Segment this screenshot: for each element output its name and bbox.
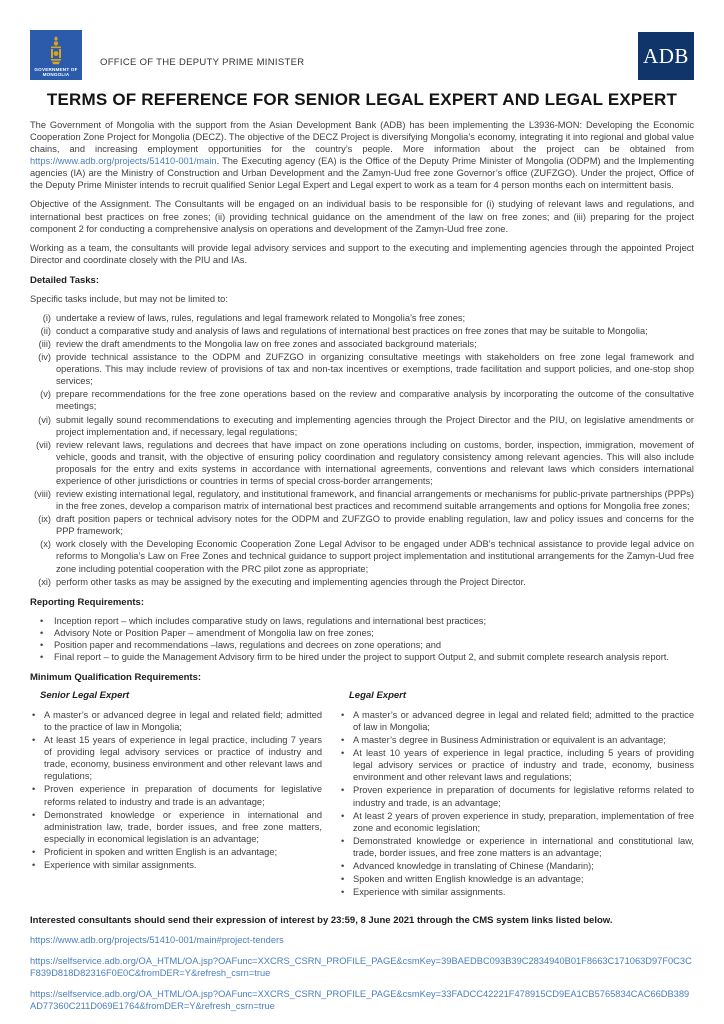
task-number: (viii)	[33, 489, 51, 500]
list-item	[339, 734, 694, 746]
bullet-text: • Experience with similar assignments.	[44, 859, 197, 870]
task-text: prepare recommendations for the free zone operations based on the review and comparative analysis by incorporating the outcome of the consultative meetings;	[56, 389, 694, 412]
task-number: (xi)	[38, 576, 51, 587]
task-number: (ii)	[40, 326, 51, 337]
document-header	[30, 30, 694, 82]
task-number: (i)	[42, 312, 51, 323]
page-title: TERMS OF REFERENCE FOR SENIOR LEGAL EXPERT AND LEGAL EXPERT	[46, 90, 678, 109]
bullet-text: • Proven experience in preparation of documents for legislative reforms related to industry and trade, is an advantage;	[353, 785, 694, 808]
reporting-requirements-heading: Reporting Requirements:	[30, 596, 145, 608]
tasks-intro: Specific tasks include, but may not be limited to:	[30, 293, 228, 304]
task-number: (ix)	[38, 514, 51, 525]
detailed-tasks-heading: Detailed Tasks:	[30, 274, 99, 286]
gov-logo-caption-line2: MONGOLIA	[42, 72, 70, 78]
task-text: review relevant laws, regulations and decrees that have impact on zone operations including on customs, border, inspection, immigration, movement of vehicle, goods and transit, with the objective of ensuring policy coordination and regulatory consistency among relevant agencies. This will also include proposals for the entry and exits systems in accordance with international agreements, conventions and relevant laws which considers international experience of other jurisdictions or countries in terms of special cross-border arrangements;	[56, 439, 694, 486]
task-text: provide technical assistance to the ODPM and ZUFZGO in organizing consultative meetings with stakeholders on free zone legal framework and operations. This may include review of provisions of tax and non-tax incentives or exemptions, trade facilitation and support policies, and one-stop shop services;	[56, 352, 694, 387]
bullet-text: • At least 10 years of experience in legal practice, including 5 years of providing legal advisory services or practice of industry and trade, economy, business environment and other relevant laws and regulations;	[353, 748, 694, 783]
list-item	[30, 809, 322, 845]
task-item	[30, 414, 694, 438]
list-item	[30, 627, 694, 639]
task-number: (iii)	[38, 339, 51, 350]
task-number: (x)	[40, 539, 51, 550]
list-item	[30, 859, 322, 871]
submission-notice: Interested consultants should send their expression of interest by 23:59, 8 June 2021 through the CMS system links listed below.	[30, 915, 613, 927]
list-item	[30, 615, 694, 627]
project-info-link[interactable]: https://www.adb.org/projects/51410-001/main	[30, 156, 217, 167]
task-text: review existing international legal, regulatory, and institutional framework, and financial arrangements or mechanisms for public-private partnerships (PPPs) in the free zones, develop a comparison matrix of international best practices and recommend suitable arrangements and options for Mongolia free zones;	[56, 489, 694, 512]
adb-logo	[638, 32, 694, 80]
task-text: work closely with the Developing Economic Cooperation Zone Legal Advisor to be engaged under ADB’s technical assistance to provide legal advice on reforms to Mongolia’s Law on Free Zones and technical guidance to support project implementation and institutional arrangements for the Zamyn-Uud free zone including potential cooperation with the PRC pilot zone as appropriate;	[56, 539, 694, 574]
task-item	[30, 325, 694, 337]
bullet-text: • Demonstrated knowledge or experience in international and constitutional law, trade, border issues, and free zone matters is an advantage;	[353, 835, 694, 858]
task-item	[30, 576, 694, 588]
task-text: perform other tasks as may be assigned by the executing and implementing agencies through the Project Director.	[56, 576, 526, 587]
list-item	[339, 810, 694, 834]
list-item	[30, 709, 322, 733]
government-of-mongolia-logo	[30, 30, 82, 80]
task-text: submit legally sound recommendations to executing and implementing agencies through the Project Director and the PIU, on legislative amendments or project implementation and, if necessary, legal regulations;	[56, 414, 694, 437]
bullet-text: • A master’s or advanced degree in legal and related field; admitted to the practice of law in Mongolia;	[44, 709, 322, 733]
list-item	[339, 886, 694, 898]
task-item	[30, 488, 694, 512]
office-label: OFFICE OF THE DEPUTY PRIME MINISTER	[100, 57, 305, 68]
list-item	[30, 783, 322, 807]
task-number: (vi)	[38, 414, 51, 425]
bullet-text: • Inception report – which includes comparative study on laws, regulations and international best practices;	[54, 615, 487, 626]
bullet-text: • Proven experience in preparation of documents for legislative reforms related to industry and trade is an advantage;	[44, 784, 322, 807]
task-item	[30, 439, 694, 487]
bullet-text: • Demonstrated knowledge or experience in international and administration law, trade, border issues, and free zone matters, especially in economical legislation is an advantage;	[44, 809, 322, 844]
reporting-list	[30, 615, 694, 663]
teamwork-paragraph: Working as a team, the consultants will provide legal advisory services and support to the executing and implementing agencies through the appointed Project Director and coordinate closely with the PIU and IAs.	[30, 242, 694, 265]
list-item	[339, 873, 694, 885]
task-text: conduct a comparative study and analysis of laws and regulations of international best practices on free zones that may be suitable to Mongolia;	[56, 326, 648, 337]
adb-logo-text: ADB	[643, 43, 689, 68]
list-item	[30, 639, 694, 651]
list-item	[339, 784, 694, 808]
list-item	[339, 709, 694, 733]
intro-paragraph-1-text-before: The Government of Mongolia with the support from the Asian Development Bank (ADB) has been implementing the L3936-MON: Developing the Economic Cooperation Zone Project for Mongolia (DECZ). The objective of the DECZ Project is diversifying Mongolia’s economy, integrating it into regional and global value chains, and increasing employment opportunities for the country’s people. More information about the project can be obtained from	[30, 120, 694, 155]
senior-legal-expert-title: Senior Legal Expert	[40, 689, 130, 701]
task-text: review the draft amendments to the Mongolia law on free zones and associated background materials;	[56, 339, 477, 350]
objective-paragraph: Objective of the Assignment. The Consultants will be engaged on an individual basis to be responsible for (i) studying of relevant laws and regulations, and international best practices on free zones; (ii) providing technical guidance on the amendment of the law on free zones; and (iii) preparing for the project component 2 for conducting a comprehensive analysis on operations and development of the Zamyn-Uud free zone.	[30, 199, 694, 234]
task-item	[30, 513, 694, 537]
task-item	[30, 538, 694, 574]
task-list	[30, 312, 694, 588]
gov-logo-caption-line1: GOVERNMENT OF	[34, 66, 78, 72]
task-item	[30, 338, 694, 350]
bullet-text: • Advanced knowledge in translating of Chinese (Mandarin);	[353, 860, 594, 871]
list-item	[339, 860, 694, 872]
qualification-columns	[30, 690, 694, 899]
cms-profile-link-1[interactable]: https://selfservice.adb.org/OA_HTML/OA.jsp?OAFunc=XXCRS_CSRN_PROFILE_PAGE&csmKey=39BAEDBC093B39C2834940B01F8663C171063D97F0C3CF839D818D82316F0E0C&fromDER=Y&refresh_csrn=true	[30, 955, 692, 979]
task-text: draft position papers or technical advisory notes for the ODPM and ZUFZGO to provide enabling regulation, law and policy issues and concerns for the PPP framework;	[56, 514, 694, 537]
list-item	[30, 734, 322, 782]
senior-legal-expert-column	[30, 690, 322, 899]
legal-expert-title: Legal Expert	[349, 689, 407, 701]
intro-paragraph-1-text-after: . The Executing agency (EA) is the Office of the Deputy Prime Minister of Mongolia (ODPM) and the Implementing agencies (IA) are the Ministry of Construction and Urban Development and the Zamyn-Uud free zone Governor’s office (ZUFZGO). Under the project, Office of the Deputy Prime Minister intends to recruit qualified Senior Legal Expert and Legal expert to work as a team for 4 person months each on intermittent basis.	[30, 156, 694, 191]
bullet-text: • At least 2 years of proven experience in study, preparation, implementation of free zone and economic legislation;	[353, 810, 694, 833]
task-item	[30, 312, 694, 324]
soyombo-icon	[48, 36, 64, 66]
bullet-text: • Experience with similar assignments.	[353, 887, 506, 898]
task-number: (v)	[40, 389, 51, 400]
list-item	[30, 846, 322, 858]
project-tenders-link[interactable]: https://www.adb.org/projects/51410-001/main#project-tenders	[30, 935, 284, 946]
bullet-text: • A master’s degree in Business Administration or equivalent is an advantage;	[353, 735, 666, 746]
task-number: (iv)	[38, 352, 51, 363]
bullet-text: • Proficient in spoken and written English is an advantage;	[44, 846, 278, 857]
bullet-text: • A master’s or advanced degree in legal and related field; admitted to the practice of law in Mongolia;	[353, 709, 694, 733]
list-item	[339, 747, 694, 783]
bullet-text: • Final report – to guide the Management Advisory firm to be hired under the project to support Output 2, and submit complete research analysis report.	[54, 651, 669, 662]
list-item	[339, 835, 694, 859]
task-text: undertake a review of laws, rules, regulations and legal framework related to Mongolia’s free zones;	[56, 312, 466, 323]
cms-profile-link-2[interactable]: https://selfservice.adb.org/OA_HTML/OA.jsp?OAFunc=XXCRS_CSRN_PROFILE_PAGE&csmKey=33FADCC42221F478915CD9EA1CB5765834CAC66DB389AD77360C211D069E1764&fromDER=Y&refresh_csrn=true	[30, 988, 690, 1012]
government-header-block	[30, 30, 694, 80]
legal-expert-column	[339, 690, 694, 899]
task-item	[30, 388, 694, 412]
minimum-qualification-heading: Minimum Qualification Requirements:	[30, 671, 202, 683]
intro-paragraph-1	[30, 119, 694, 191]
task-number: (vii)	[36, 439, 51, 450]
bullet-text: • Position paper and recommendations –laws, regulations and decrees on zone operations; and	[54, 639, 442, 650]
list-item	[30, 651, 694, 663]
task-item	[30, 351, 694, 387]
bullet-text: • At least 15 years of experience in legal practice, including 7 years of providing legal advisory services or practice of industry and trade, economy, business environment and other relevant laws and regulations;	[44, 735, 322, 782]
bullet-text: • Advisory Note or Position Paper – amendment of Mongolia law on free zones;	[54, 627, 374, 638]
bullet-text: • Spoken and written English knowledge is an advantage;	[353, 873, 584, 884]
